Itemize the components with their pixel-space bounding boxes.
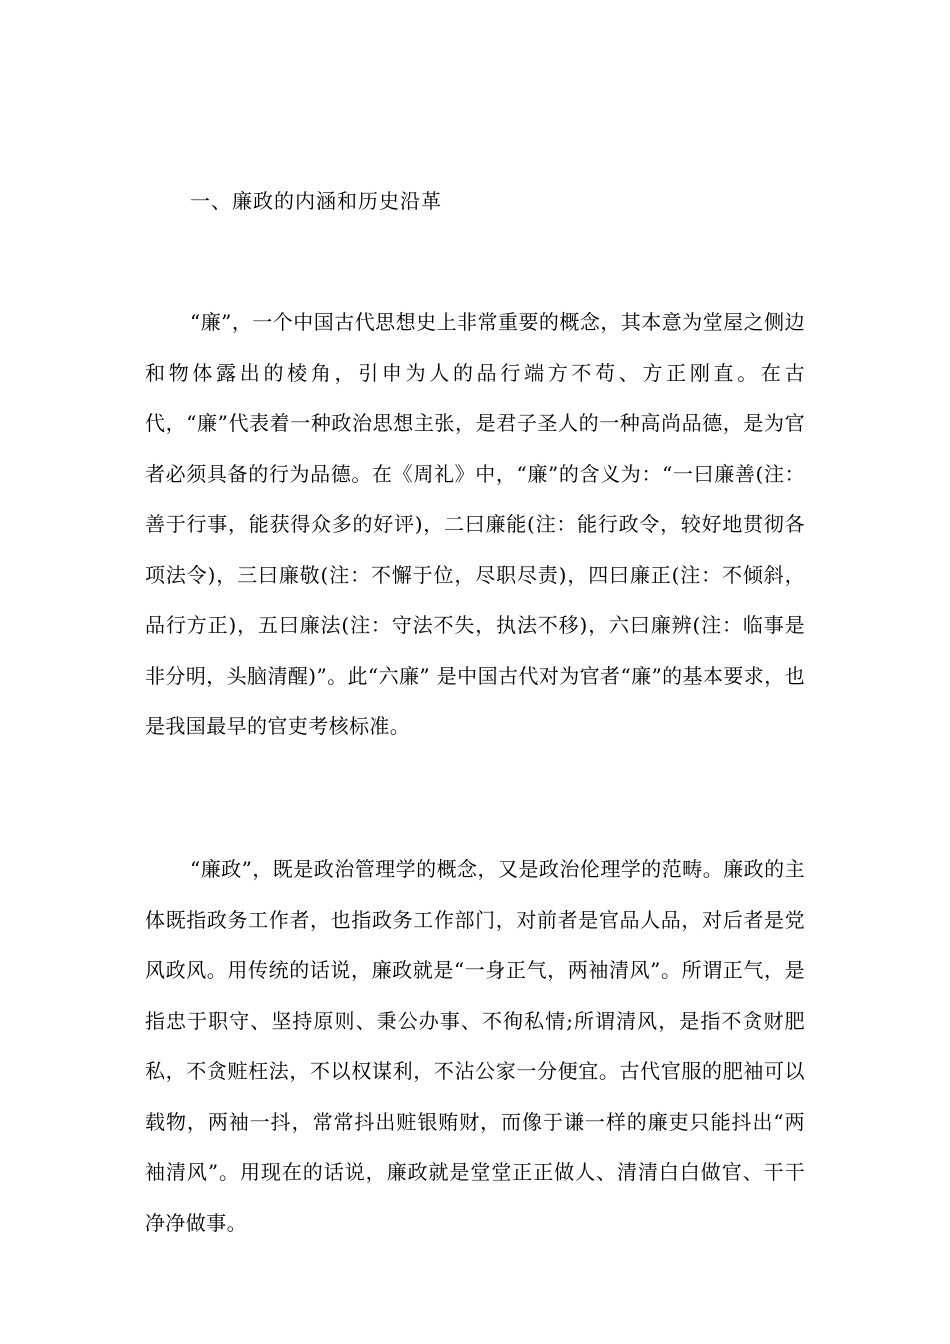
paragraph-lian-definition: “廉”，一个中国古代思想史上非常重要的概念，其本意为堂屋之侧边和物体露出的棱角，引申为人的品行端方不苟、方正刚直。在古代，“廉”代表着一种政治思想主张，是君子圣人的一种高尚品德，是为官者必须具备的行为品德。在《周礼》中，“廉”的含义为：“一曰廉善(注：善于行事，能获得众多的好评)，二曰廉能(注：能行政令，较好地贯彻各项法令)，三曰廉敬(注：不懈于位，尽职尽责)，四曰廉正(注：不倾斜，品行方正)，五曰廉法(注：守法不失，执法不移)，六曰廉辨(注：临事是非分明，头脑清醒)”。此“六廉” 是中国古代对为官者“廉”的基本要求，也是我国最早的官吏考核标准。 [145,310,805,738]
section-heading: 一、廉政的内涵和历史沿革 [190,189,442,213]
paragraph-lianzheng-definition: “廉政”，既是政治管理学的概念，又是政治伦理学的范畴。廉政的主体既指政务工作者，也指政务工作部门，对前者是官品人品，对后者是党风政风。用传统的话说，廉政就是“一身正气，两袖清风”。所谓正气，是指忠于职守、坚持原则、秉公办事、不徇私情;所谓清风，是指不贪财肥私，不贪赃枉法，不以权谋利，不沾公家一分便宜。古代官服的肥袖可以载物，两袖一抖，常常抖出赃银贿财，而像于谦一样的廉吏只能抖出“两袖清风”。用现在的话说，廉政就是堂堂正正做人、清清白白做官、干干净净做事。 [145,857,805,1235]
